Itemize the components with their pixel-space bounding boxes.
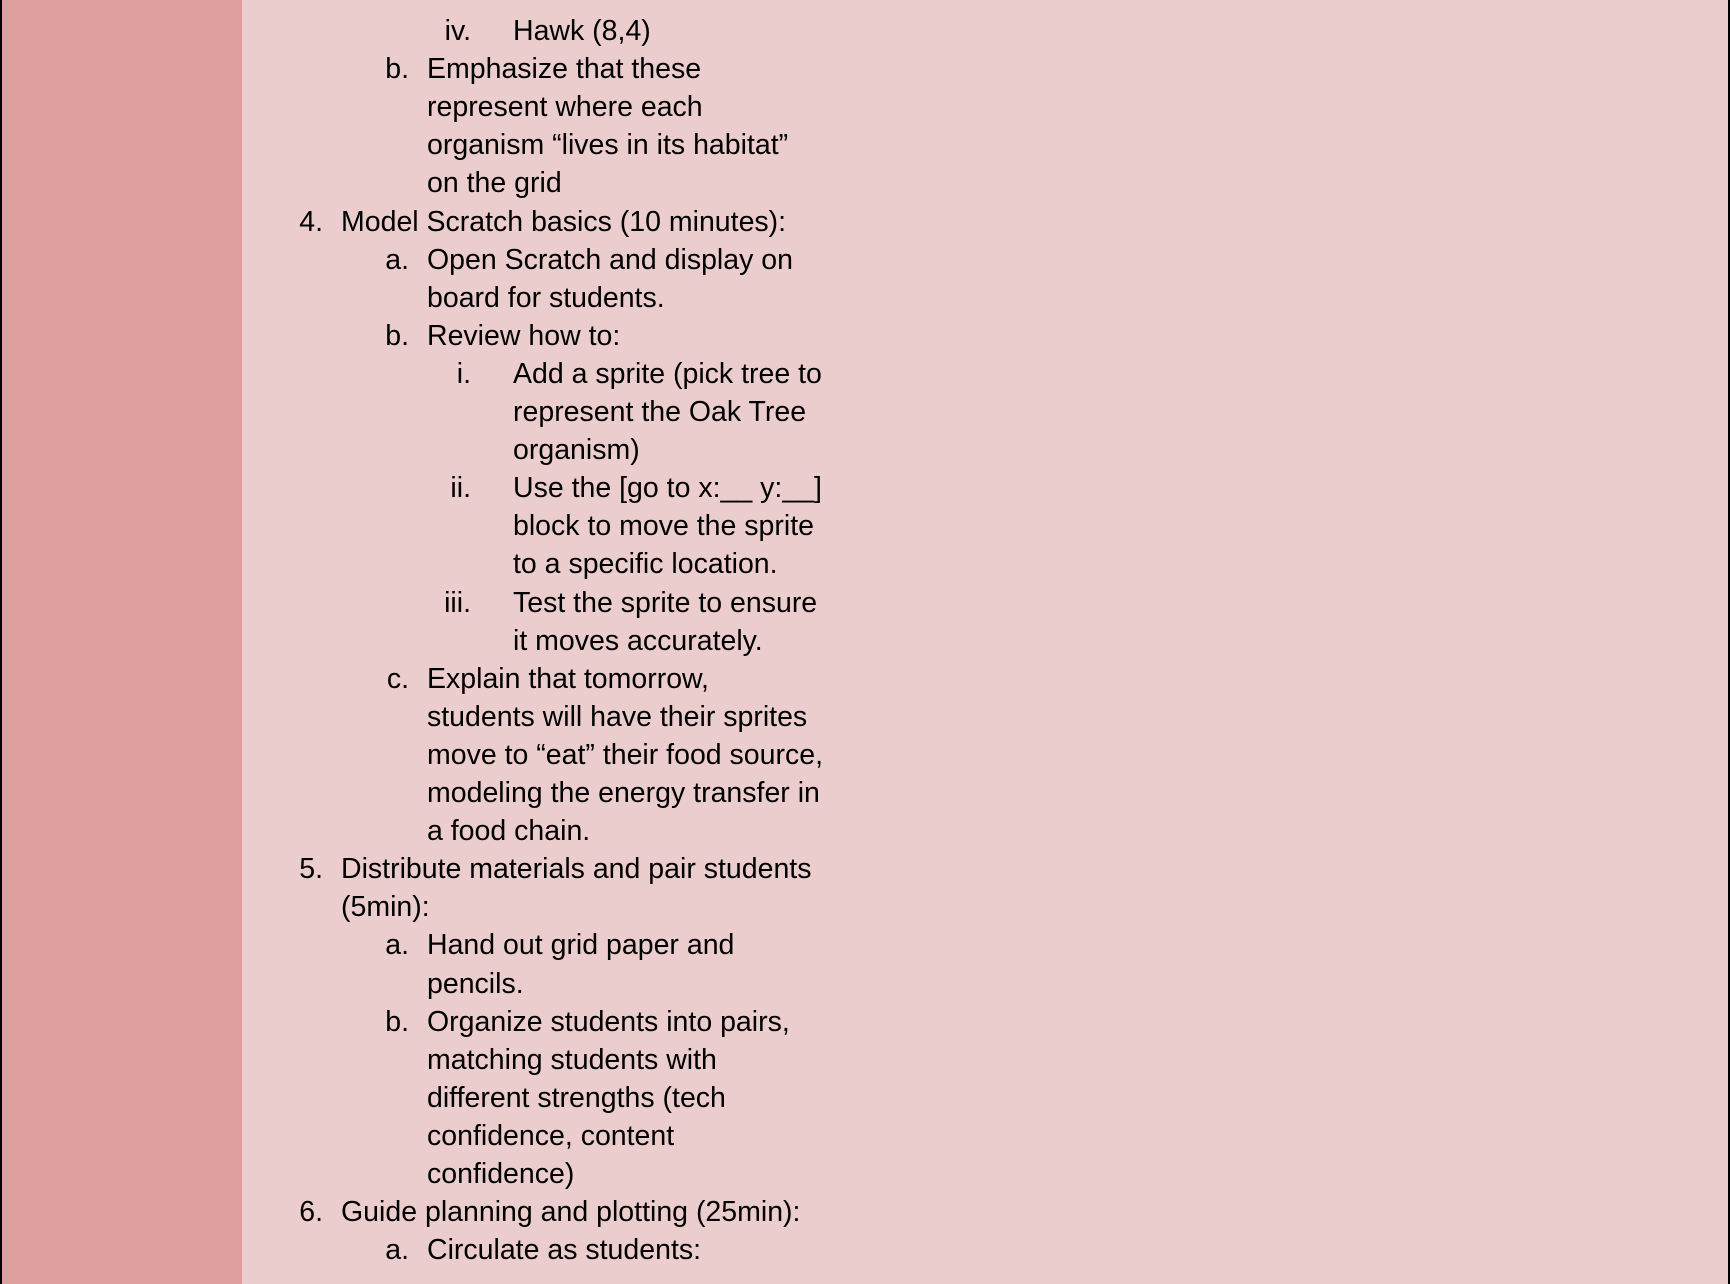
list-item-text: Hawk (8,4) bbox=[513, 15, 651, 47]
list-marker: b. bbox=[385, 1005, 409, 1038]
list-item-text: pencils. bbox=[427, 967, 524, 1000]
list-item-text: Review how to: bbox=[427, 319, 621, 352]
list-item-text: to a specific location. bbox=[513, 548, 778, 581]
table-column-label bbox=[0, 0, 244, 1284]
list-item-text: Model Scratch basics (10 minutes): bbox=[341, 205, 787, 238]
list-item-text: Open Scratch and display on bbox=[427, 243, 793, 276]
list-item-text: represent where each bbox=[427, 91, 703, 124]
table-column-empty-1 bbox=[842, 0, 1329, 1284]
table-column-empty-2 bbox=[1327, 0, 1730, 1284]
list-item-text: modeling the energy transfer in bbox=[427, 777, 820, 809]
list-marker: iii. bbox=[444, 586, 471, 619]
list-marker: i. bbox=[456, 357, 471, 390]
list-item-text: Distribute materials and pair students bbox=[341, 853, 812, 886]
list-item-text: Test the sprite to ensure bbox=[513, 586, 818, 619]
list-item-text: confidence) bbox=[427, 1158, 575, 1190]
table-column-procedure bbox=[242, 0, 844, 1284]
list-item-text: it moves accurately. bbox=[513, 624, 763, 657]
list-item-text: (5min): bbox=[341, 891, 430, 924]
list-marker: 4. bbox=[299, 205, 323, 238]
list-item-text: on the grid bbox=[427, 167, 562, 200]
list-marker: iv. bbox=[444, 15, 471, 47]
list-item-text: Guide planning and plotting (25min): bbox=[341, 1196, 801, 1229]
list-marker: a. bbox=[385, 243, 409, 276]
list-item-text: Use the [go to x:__ y:__] bbox=[513, 472, 822, 505]
list-item-text: Organize students into pairs, bbox=[427, 1005, 790, 1038]
list-item-text: board for students. bbox=[427, 281, 665, 314]
list-item-text: matching students with bbox=[427, 1043, 717, 1076]
list-marker: a. bbox=[385, 1234, 409, 1267]
list-item-text: Hand out grid paper and bbox=[427, 929, 735, 962]
list-item-text: Emphasize that these bbox=[427, 53, 702, 86]
list-item-text: Add a sprite (pick tree to bbox=[513, 357, 822, 390]
list-item-text: confidence, content bbox=[427, 1119, 675, 1152]
list-item-text: Circulate as students: bbox=[427, 1234, 702, 1267]
list-marker: b. bbox=[385, 53, 409, 86]
list-item-text: organism) bbox=[513, 434, 640, 467]
list-item-text: represent the Oak Tree bbox=[513, 396, 807, 428]
list-item-text: different strengths (tech bbox=[427, 1081, 726, 1114]
list-marker: 6. bbox=[299, 1196, 323, 1229]
list-item-text: block to move the sprite bbox=[513, 510, 814, 543]
list-marker: b. bbox=[385, 319, 409, 352]
list-marker: 5. bbox=[299, 853, 323, 886]
list-item-text: a food chain. bbox=[427, 815, 591, 848]
list-item-text: organism “lives in its habitat” bbox=[427, 129, 789, 162]
list-item-text: move to “eat” their food source, bbox=[427, 738, 824, 771]
list-marker: ii. bbox=[450, 472, 471, 505]
list-item-text: Explain that tomorrow, bbox=[427, 662, 709, 695]
list-marker: c. bbox=[386, 662, 409, 695]
list-marker: a. bbox=[385, 929, 409, 962]
list-item-text: students will have their sprites bbox=[427, 700, 808, 733]
